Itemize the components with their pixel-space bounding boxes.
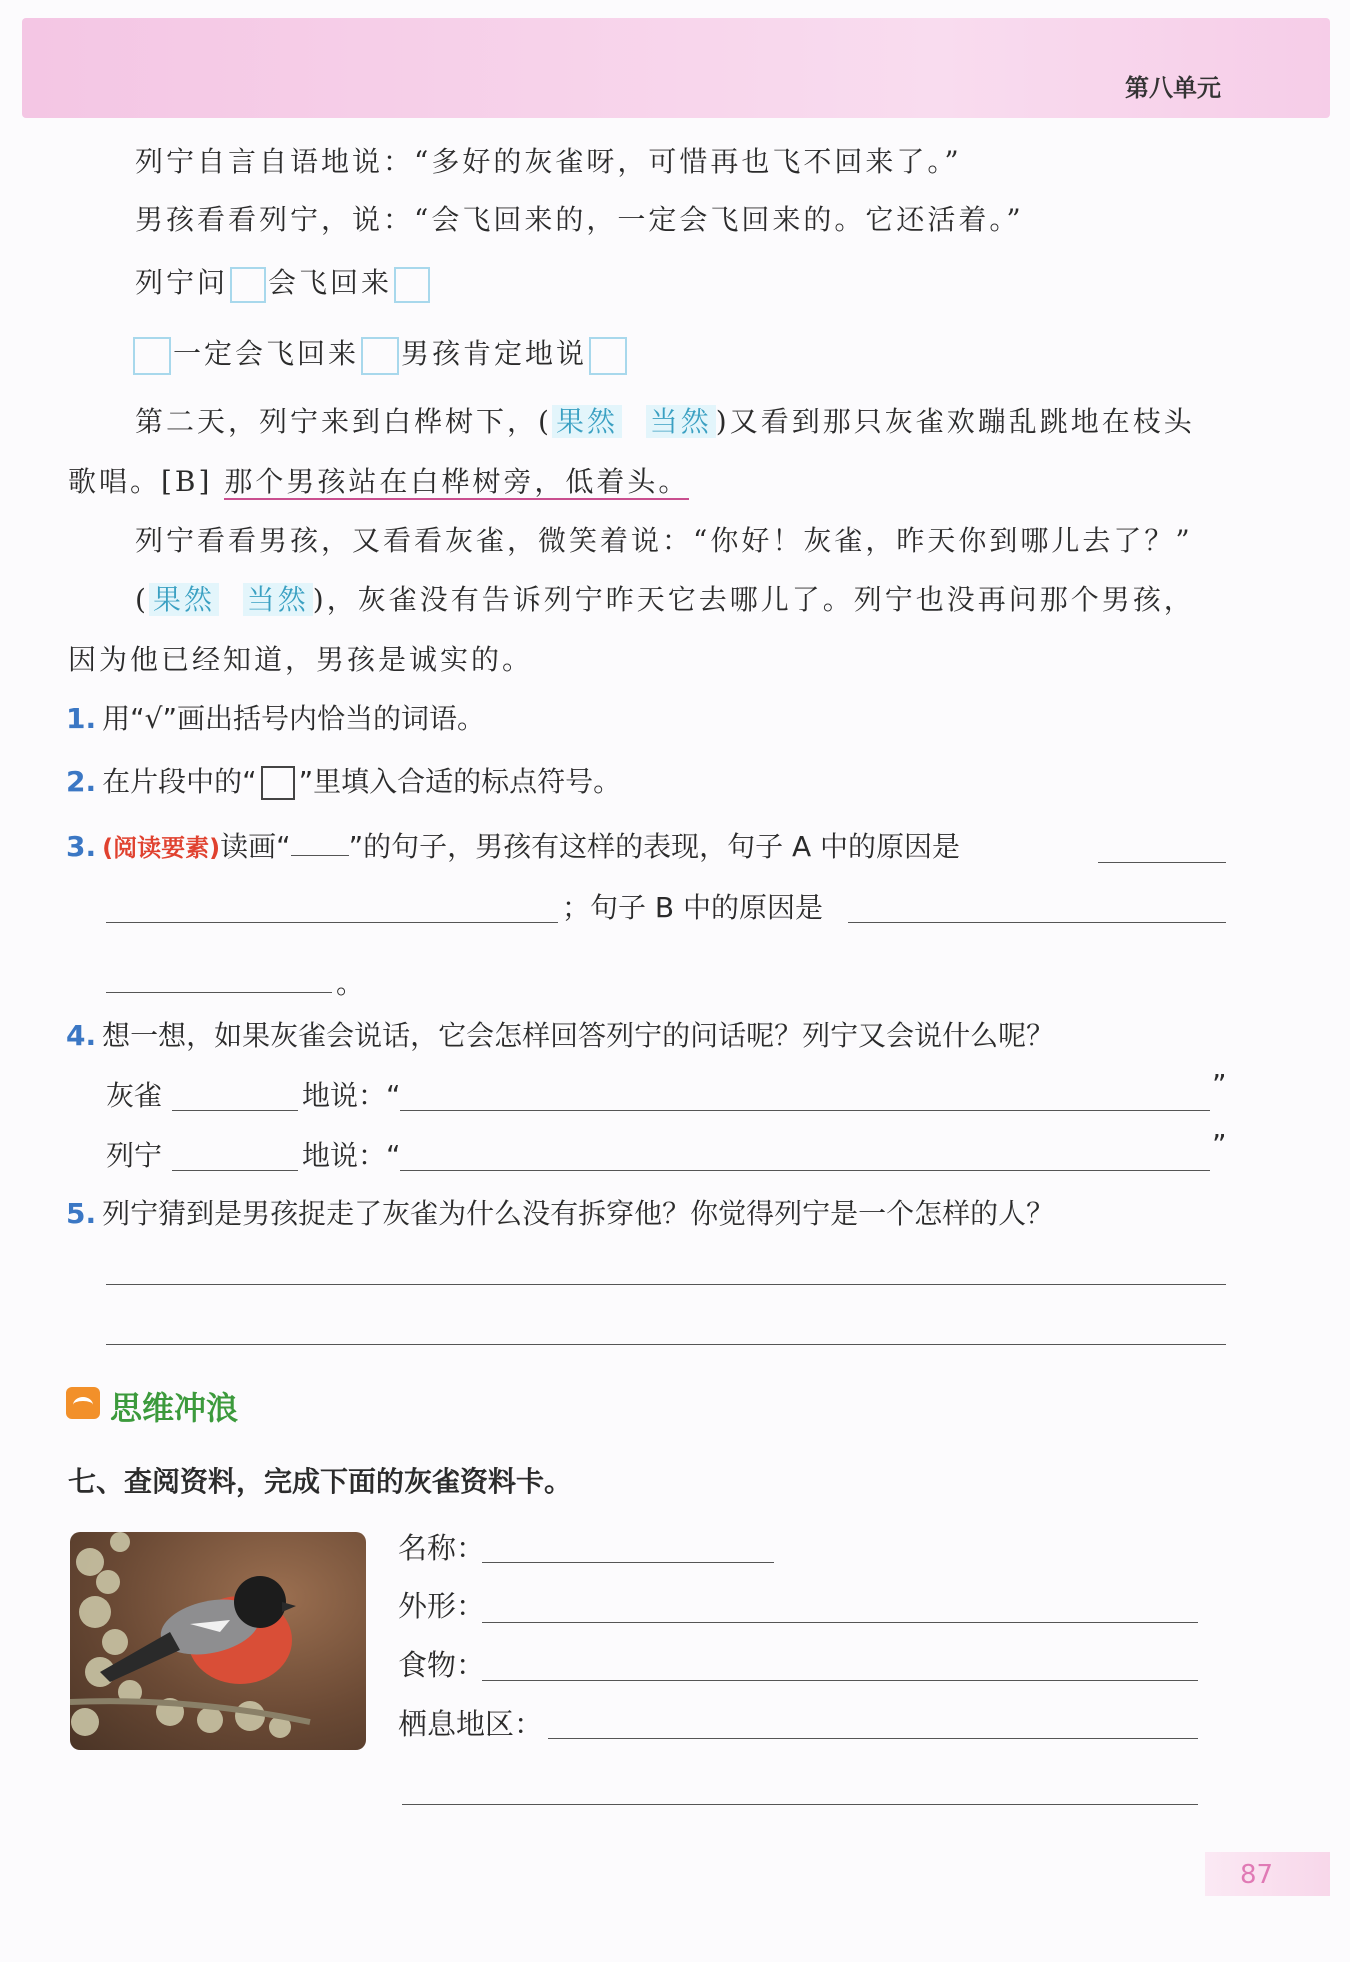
question-2 (66, 760, 621, 800)
choice-option[interactable]: 当然 (243, 583, 313, 616)
question-3-part-b: ；句子 B 中的原因是 (562, 891, 824, 924)
unit-label: 第八单元 (1125, 74, 1221, 102)
punctuation-text: 男孩肯定地说 (401, 337, 588, 370)
punctuation-text: 一定会飞回来 (173, 337, 360, 370)
punctuation-text: 会飞回来 (268, 266, 393, 299)
question-text: 读画“ (220, 830, 291, 863)
close-quote: ” (1212, 1068, 1227, 1101)
appearance-label: 外形： (398, 1589, 486, 1623)
answer-line[interactable] (106, 1344, 1226, 1345)
passage-line-1: 列宁自言自语地说：“多好的灰雀呀，可惜再也飞不回来了。” (135, 145, 962, 178)
answer-line[interactable] (400, 1170, 1210, 1171)
answer-line[interactable] (848, 922, 1226, 923)
punctuation-box[interactable] (361, 337, 399, 375)
punctuation-line-1 (135, 261, 432, 303)
question-text: 用“√”画出括号内恰当的词语。 (102, 702, 485, 735)
food-label: 食物： (398, 1648, 486, 1682)
habitat-label: 栖息地区： (398, 1707, 544, 1741)
close-quote: ” (1212, 1128, 1227, 1161)
question-text: 在片段中的“ (102, 765, 257, 798)
passage-text: 第二天，列宁来到白桦树下，( (135, 405, 552, 438)
passage-text: 歌唱。[B] (68, 465, 213, 498)
food-answer-line[interactable] (482, 1680, 1198, 1681)
question-number: 5. (66, 1197, 97, 1230)
question-5 (66, 1192, 1054, 1232)
answer-line[interactable] (1098, 862, 1226, 863)
answer-line[interactable] (400, 1110, 1210, 1111)
punctuation-box[interactable] (230, 267, 266, 303)
punctuation-box[interactable] (589, 337, 627, 375)
answer-line[interactable] (106, 1284, 1226, 1285)
question-number: 2. (66, 765, 97, 798)
passage-line-9: 因为他已经知道，男孩是诚实的。 (68, 643, 534, 676)
passage-line-6 (68, 460, 689, 500)
punctuation-box[interactable] (133, 337, 171, 375)
passage-line-5 (135, 400, 1195, 440)
said-label: 地说：“ (302, 1079, 401, 1112)
sparrow-label: 灰雀 (106, 1079, 163, 1112)
bullfinch-photo (70, 1532, 366, 1750)
answer-line[interactable] (172, 1110, 298, 1111)
answer-line[interactable] (172, 1170, 298, 1171)
question-number: 4. (66, 1019, 97, 1052)
box-symbol (261, 766, 295, 800)
passage-text: ( (135, 583, 149, 616)
passage-line-8 (135, 578, 1195, 618)
habitat-answer-line[interactable] (548, 1738, 1198, 1739)
question-text: ”里填入合适的标点符号。 (298, 765, 622, 798)
choice-option[interactable]: 当然 (646, 405, 716, 438)
choice-option[interactable]: 果然 (552, 405, 622, 438)
passage-line-7: 列宁看看男孩，又看看灰雀，微笑着说：“你好！灰雀，昨天你到哪儿去了？” (135, 524, 1193, 557)
question-1 (66, 697, 485, 737)
wave-icon (66, 1387, 100, 1419)
question-4 (66, 1014, 1054, 1054)
answer-line[interactable] (106, 992, 332, 993)
punctuation-text: 列宁问 (135, 266, 229, 299)
habitat-answer-line-2[interactable] (402, 1804, 1198, 1805)
underline-symbol (291, 855, 349, 856)
name-answer-line[interactable] (482, 1562, 774, 1563)
question-number: 3. (66, 830, 97, 863)
reading-focus-tag: (阅读要素) (102, 834, 221, 862)
period: 。 (336, 967, 365, 1000)
question-number: 1. (66, 702, 97, 735)
question-text: 想一想，如果灰雀会说话，它会怎样回答列宁的问话呢？列宁又会说什么呢？ (102, 1019, 1055, 1052)
section-title: 思维冲浪 (110, 1389, 239, 1427)
question-text: ”的句子，男孩有这样的表现，句子 A 中的原因是 (348, 830, 961, 863)
page-number: 87 (1240, 1860, 1274, 1890)
question-text: 列宁猜到是男孩捉走了灰雀为什么没有拆穿他？你觉得列宁是一个怎样的人？ (102, 1197, 1055, 1230)
passage-text: )又看到那只灰雀欢蹦乱跳地在枝头 (715, 405, 1195, 438)
passage-line-2: 男孩看看列宁，说：“会飞回来的，一定会飞回来的。它还活着。” (135, 203, 1024, 236)
choice-option[interactable]: 果然 (149, 583, 219, 616)
question-3 (66, 825, 960, 865)
punctuation-box[interactable] (394, 267, 430, 303)
underlined-sentence-b: 那个男孩站在白桦树旁，低着头。 (224, 465, 690, 498)
passage-text: )，灰雀没有告诉列宁昨天它去哪儿了。列宁也没再问那个男孩， (312, 583, 1195, 616)
answer-line[interactable] (106, 922, 558, 923)
lenin-label: 列宁 (106, 1139, 163, 1172)
task-title: 七、查阅资料，完成下面的灰雀资料卡。 (68, 1465, 573, 1498)
name-label: 名称： (398, 1531, 486, 1565)
punctuation-line-2 (133, 332, 629, 375)
appearance-answer-line[interactable] (482, 1622, 1198, 1623)
said-label: 地说：“ (302, 1139, 401, 1172)
